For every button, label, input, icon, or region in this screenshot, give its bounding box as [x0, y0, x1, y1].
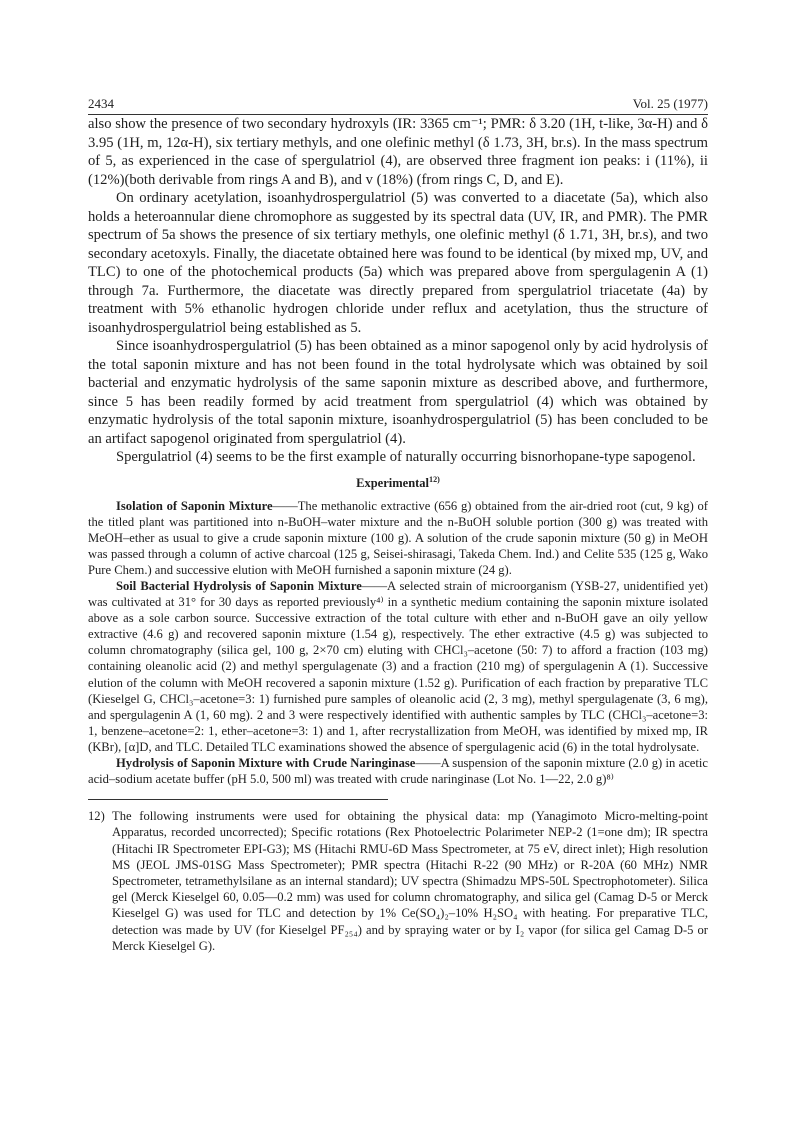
section-title-text: Experimental	[356, 475, 430, 490]
section-title	[88, 476, 708, 491]
run-in-heading: Hydrolysis of Saponin Mixture with Crude Naringinase	[116, 756, 416, 770]
footnote-number: 12)	[88, 809, 105, 824]
footnote-rule	[88, 799, 388, 800]
paragraph: also show the presence of two secondary hydroxyls (IR: 3365 cm⁻¹; PMR: δ 3.20 (1H, t-like, 3α-H) and δ 3.95 (1H, m, 12α-H), six tertiary methyls, and one olefinic methyl (δ 1.73, 3H, br.s). In the mass spectrum of 5, as experienced in the case of spergulatriol (4), are observed three fragment ion peaks: i (11%), ii (12%)(both derivable from rings A and B), and v (18%) (from rings C, D, and E).	[88, 116, 708, 188]
main-text	[88, 115, 708, 467]
volume-info: Vol. 25 (1977)	[632, 96, 708, 111]
experimental-paragraph	[88, 578, 708, 755]
page-number: 2434	[88, 96, 114, 111]
footnote-text: The following instruments were used for obtaining the physical data: mp (Yanagimoto Micro-melting-point Apparatus, recorded uncorrected); Specific rotations (Rex Photoelectric Polarimeter NEP-2 (1=one dm); IR spectra (Hitachi IR Spectrometer EPI-G3); MS (Hitachi RMU-6D Mass Spectrometer, at 75 eV, direct inlet); High resolution MS (JEOL JMS-01SG Mass Spectrometer); PMR spectra (Hitachi R-22 (90 MHz) or R-20A (60 MHz) NMR Spectrometer, tetramethylsilane as an internal standard); UV spectra (Shimadzu MPS-50L Spectrophotometer). Silica gel (Merck Kieselgel 60, 0.05—0.2 mm) was used for column chromatography, and silica gel (Camag D-5 or Merck Kieselgel G) was used for TLC and detection by 1% Ce(SO₄)₂–10% H₂SO₄ with heating. For preparative TLC, detection was made by UV (for Kieselgel PF₂₅₄) and by spraying water or by I₂ vapor (for silica gel Camag D-5 or Merck Kieselgel G).	[112, 809, 708, 953]
run-in-heading: Isolation of Saponin Mixture	[116, 498, 273, 513]
journal-page	[88, 92, 708, 954]
footnote-ref: 12)	[429, 474, 440, 484]
paragraph: Since isoanhydrospergulatriol (5) has been obtained as a minor sapogenol only by acid hydrolysis of the total saponin mixture and has not been found in the total hydrolysate which was obtained by soil bacterial and enzymatic hydrolysis of the same saponin mixture as described above, and furthermore, since 5 has been readily formed by acid treatment from spergulatriol (4) which was obtained by enzymatic hydrolysis of the total saponin mixture, isoanhydrospergulatriol (5) has been concluded to be an artifact sapogenol originated from spergulatriol (4).	[88, 338, 708, 447]
footnote	[88, 808, 708, 954]
experimental-paragraph	[88, 755, 708, 787]
paragraph-text: ——A selected strain of microorganism (YSB-27, unidentified yet) was cultivated at 31° for 30 days as reported previously⁴⁾ in a synthetic medium containing the saponin mixture isolated above as a sole carbon source. Successive extraction of the total culture with ether and n-BuOH gave an oily yellow extractive (4.6 g) and recovered saponin mixture (1.54 g), respectively. The ether extractive (4.5 g) was subjected to column chromatography (silica gel, 100 g, 2×70 cm) eluting with CHCl₃–acetone (50: 7) to afford a fraction (103 mg) containing oleanolic acid (2) and methyl spergulagenate (3) and a fraction (210 mg) of spergulagenin A (1). Successive elution of the column with MeOH recovered a saponin mixture (1.52 g). Purification of each fraction by preparative TLC (Kieselgel G, CHCl₃–acetone=3: 1) furnished pure samples of oleanolic acid (2, 3 mg), methyl spergulagenate (3, 6 mg), and spergulagenin A (1, 60 mg). 2 and 3 were respectively identified with authentic samples by TLC (CHCl₃–acetone=3: 1, benzene–acetone=2: 1, ether–acetone=3: 1) and 1, after recrystallization from MeOH, was identified by mixed mp, IR (KBr), [α]D, and TLC. Detailed TLC examinations showed the absence of spergulagenic acid (6) in the total hydrolysate.	[88, 578, 708, 754]
paragraph: Spergulatriol (4) seems to be the first example of naturally occurring bisnorhopane-type sapogenol.	[116, 449, 696, 465]
paragraph-text: ——The methanolic extractive (656 g) obtained from the air-dried root (cut, 9 kg) of the titled plant was partitioned into n-BuOH–water mixture and the n-BuOH soluble portion (300 g) was treated with MeOH–ether as usual to give a crude saponin mixture (100 g). A solution of the crude saponin mixture (50 g) in MeOH was passed through a column of active charcoal (125 g, Seisei-shirasagi, Takeda Chem. Ind.) and Celite 535 (125 g, Wako Pure Chem.) and successive elution with MeOH furnished a saponin mixture (24 g).	[88, 498, 709, 577]
experimental-paragraph	[88, 498, 708, 578]
paragraph: On ordinary acetylation, isoanhydrospergulatriol (5) was converted to a diacetate (5a), which also holds a heteroannular diene chromophore as suggested by its spectral data (UV, IR, and PMR). The PMR spectrum of 5a shows the presence of six tertiary methyls, one olefinic methyl (δ 1.71, 3H, br.s), and two secondary acetoxyls. Finally, the diacetate obtained here was found to be identical (by mixed mp, UV, and TLC) to one of the photochemical products (5a) which was prepared above from spergulagenin A (1) through 7a. Furthermore, the diacetate was directly prepared from spergulatriol triacetate (4a) by treatment with 5% ethanolic hydrogen chloride under reflux and acetylation, thus the structure of isoanhydrospergulatriol being established as 5.	[88, 190, 708, 336]
paragraph-text: ——A suspension of the saponin mixture (2.0 g) in acetic acid–sodium acetate buffer (pH 5.0, 500 ml) was treated with crude naringinase (Lot No. 1—22, 2.0 g)⁸⁾	[88, 756, 708, 787]
running-header	[88, 92, 708, 114]
run-in-heading: Soil Bacterial Hydrolysis of Saponin Mixture	[116, 578, 362, 593]
experimental-section	[88, 498, 708, 788]
